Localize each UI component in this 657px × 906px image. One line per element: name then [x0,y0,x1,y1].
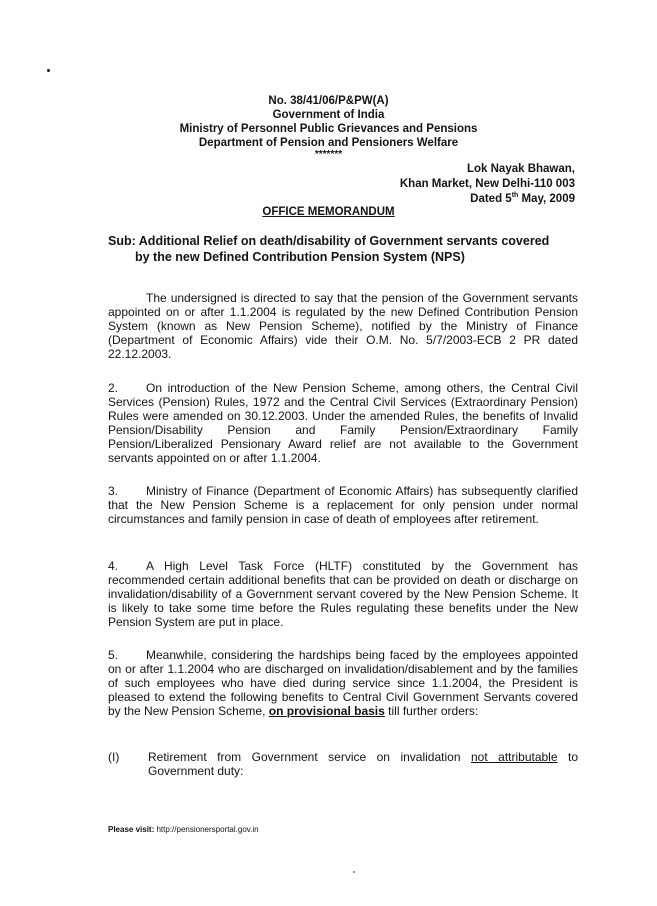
ministry-name: Ministry of Personnel Public Grievances and Pensions [179,123,478,135]
paragraph-3 [108,484,578,526]
footer [108,825,259,834]
reference-number: No. 38/41/06/P&PW(A) [268,95,389,107]
address-line-1: Lok Nayak Bhawan, [466,163,575,175]
paragraph-2-text: On introduction of the New Pension Scheme, among others, the Central Civil Services (Pension) Rules, 1972 and the Central Civil Services (Extraordinary Pension) Rules were amended on 30.12.2003. Under the amended Rules, the benefits of Invalid Pension/Disability Pension and Family Pension/Extraordinary Family Pension/Liberalized Pensionary Award relief are not available to the Government servants appointed on or after 1.1.2004. [108,381,578,465]
date-superscript: th [511,192,519,200]
subject [108,233,586,265]
scan-dot [353,871,355,873]
subject-line-2: by the new Defined Contribution Pension System (NPS) [135,250,465,264]
list-item-1-text-b: to Government duty: [148,750,578,778]
paragraph-5-text-a: Meanwhile, considering the hardships being faced by the employees appointed on or after 1.1.2004 who are discharged on invalidation/disablement and by the families of such employees who have died during service since 1.1.2004, the President is pleased to extend the following benefits to Central Civil Government Servants covered by the New Pension Scheme, [108,648,578,718]
footer-label: Please visit: [108,825,157,834]
paragraph-4 [108,559,578,629]
paragraph-4-number: 4. [108,559,119,573]
paragraph-1 [108,291,578,361]
separator-stars: ******* [314,149,343,160]
footer-url: http://pensionersportal.gov.in [156,825,259,834]
paragraph-4-text: A High Level Task Force (HLTF) constituted by the Government has recommended certain additional benefits that can be provided on death or discharge on invalidation/disability of a Government servant covered by the New Pension Scheme. It is likely to take some time before the Rules regulating these benefits under the New Pension System are put in place. [108,559,578,629]
date-prefix: Dated 5 [470,193,512,205]
date-suffix: May, 2009 [518,193,575,205]
list-item-1-text-a: Retirement from Government service on invalidation [148,750,471,764]
list-item-1-underlined: not attributable [470,750,558,764]
paragraph-2 [108,381,578,465]
scan-speck [47,69,50,72]
memo-title: OFFICE MEMORANDUM [262,206,395,218]
paragraph-5-text-b: till further orders: [384,704,479,718]
department-name: Department of Pension and Pensioners Welfare [198,137,459,149]
letterhead [0,94,657,159]
paragraph-5 [108,648,578,718]
list-item-1-text [148,750,578,778]
paragraph-1-text: The undersigned is directed to say that the pension of the Government servants appointed on or after 1.1.2004 is regulated by the new Defined Contribution Pension System (known as New Pension Scheme), notified by the Ministry of Finance (Department of Economic Affairs) vide their O.M. No. 5/7/2003-ECB 2 PR dated 22.12.2003. [108,291,578,361]
subject-line-1: Sub: Additional Relief on death/disability of Government servants covered [108,234,550,248]
paragraph-3-text: Ministry of Finance (Department of Economic Affairs) has subsequently clarified that the New Pension Scheme is a replacement for only pension under normal circumstances and family pension in case of death of employees after retirement. [108,484,578,526]
paragraph-5-on: on [268,704,284,718]
paragraph-5-number: 5. [108,648,119,662]
paragraph-5-provisional-basis: provisional basis [286,704,385,718]
paragraph-3-number: 3. [108,484,119,498]
address-line-2: Khan Market, New Delhi-110 003 [399,178,575,190]
paragraph-2-number: 2. [108,381,119,395]
list-item-1-number: (I) [108,750,120,764]
address-block [400,162,575,207]
government-name: Government of India [272,109,385,121]
date-line [400,192,575,207]
